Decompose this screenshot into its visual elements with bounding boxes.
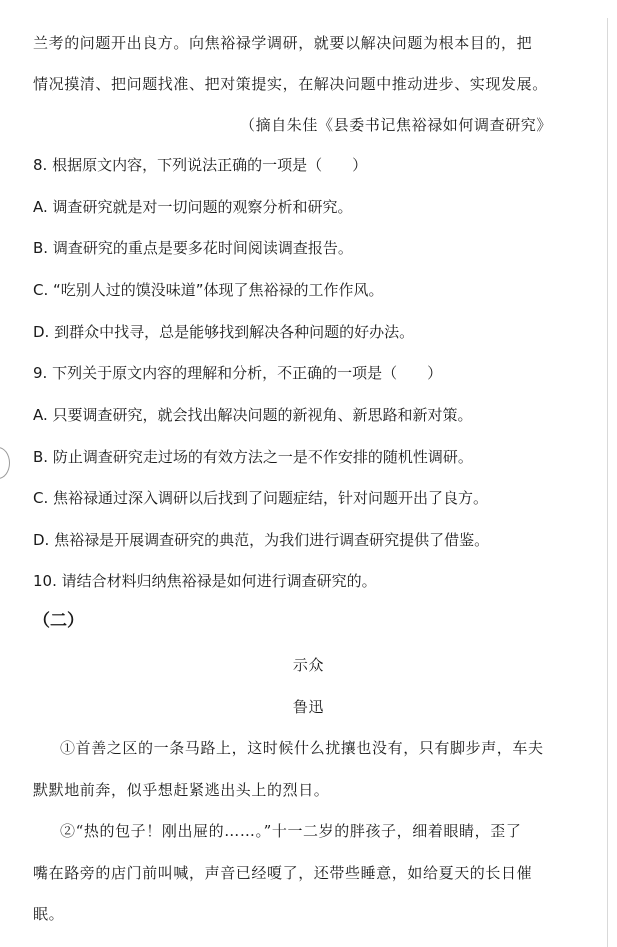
question-8-option-a: A. 调查研究就是对一切问题的观察分析和研究。 xyxy=(33,198,353,216)
question-8-option-c: C. “吃别人过的馍没味道”体现了焦裕禄的工作作风。 xyxy=(33,281,384,299)
story-title: 示众 xyxy=(292,656,325,674)
question-9-stem: 9. 下列关于原文内容的理解和分析，不正确的一项是（ ） xyxy=(33,364,443,382)
story-line: 眠。 xyxy=(33,905,65,923)
question-8-stem: 8. 根据原文内容，下列说法正确的一项是（ ） xyxy=(33,156,368,174)
story-line: ①首善之区的一条马路上，这时候什么扰攘也没有，只有脚步声，车夫 xyxy=(60,739,544,757)
page-curl-mark xyxy=(0,447,10,479)
passage-line: 兰考的问题开出良方。向焦裕禄学调研，就要以解决问题为根本目的，把 xyxy=(33,34,533,52)
section-heading: （二） xyxy=(33,611,84,631)
question-9-option-b: B. 防止调查研究走过场的有效方法之一是不作安排的随机性调研。 xyxy=(33,448,473,466)
story-author: 鲁迅 xyxy=(292,698,325,716)
question-9-option-c: C. 焦裕禄通过深入调研以后找到了问题症结，针对问题开出了良方。 xyxy=(33,489,489,507)
story-line: 嘴在路旁的店门前叫喊，声音已经嗄了，还带些睡意，如给夏天的长日催 xyxy=(33,864,533,882)
question-9-option-a: A. 只要调查研究，就会找出解决问题的新视角、新思路和新对策。 xyxy=(33,406,473,424)
story-line: ②“热的包子！刚出屉的……。”十一二岁的胖孩子，细着眼睛，歪了 xyxy=(60,822,522,840)
passage-line: 情况摸清、把问题找准、把对策提实，在解决问题中推动进步、实现发展。 xyxy=(33,75,548,93)
question-9-option-d: D. 焦裕禄是开展调查研究的典范，为我们进行调查研究提供了借鉴。 xyxy=(33,531,490,549)
story-line: 默默地前奔，似乎想赶紧逃出头上的烈日。 xyxy=(33,781,330,799)
question-8-option-d: D. 到群众中找寻，总是能够找到解决各种问题的好办法。 xyxy=(33,323,415,341)
source-citation: （摘自朱佳《县委书记焦裕禄如何调查研究》 xyxy=(240,116,553,134)
page-edge-line xyxy=(607,18,608,947)
question-10: 10. 请结合材料归纳焦裕禄是如何进行调查研究的。 xyxy=(33,572,377,590)
question-8-option-b: B. 调查研究的重点是要多花时间阅读调查报告。 xyxy=(33,239,353,257)
